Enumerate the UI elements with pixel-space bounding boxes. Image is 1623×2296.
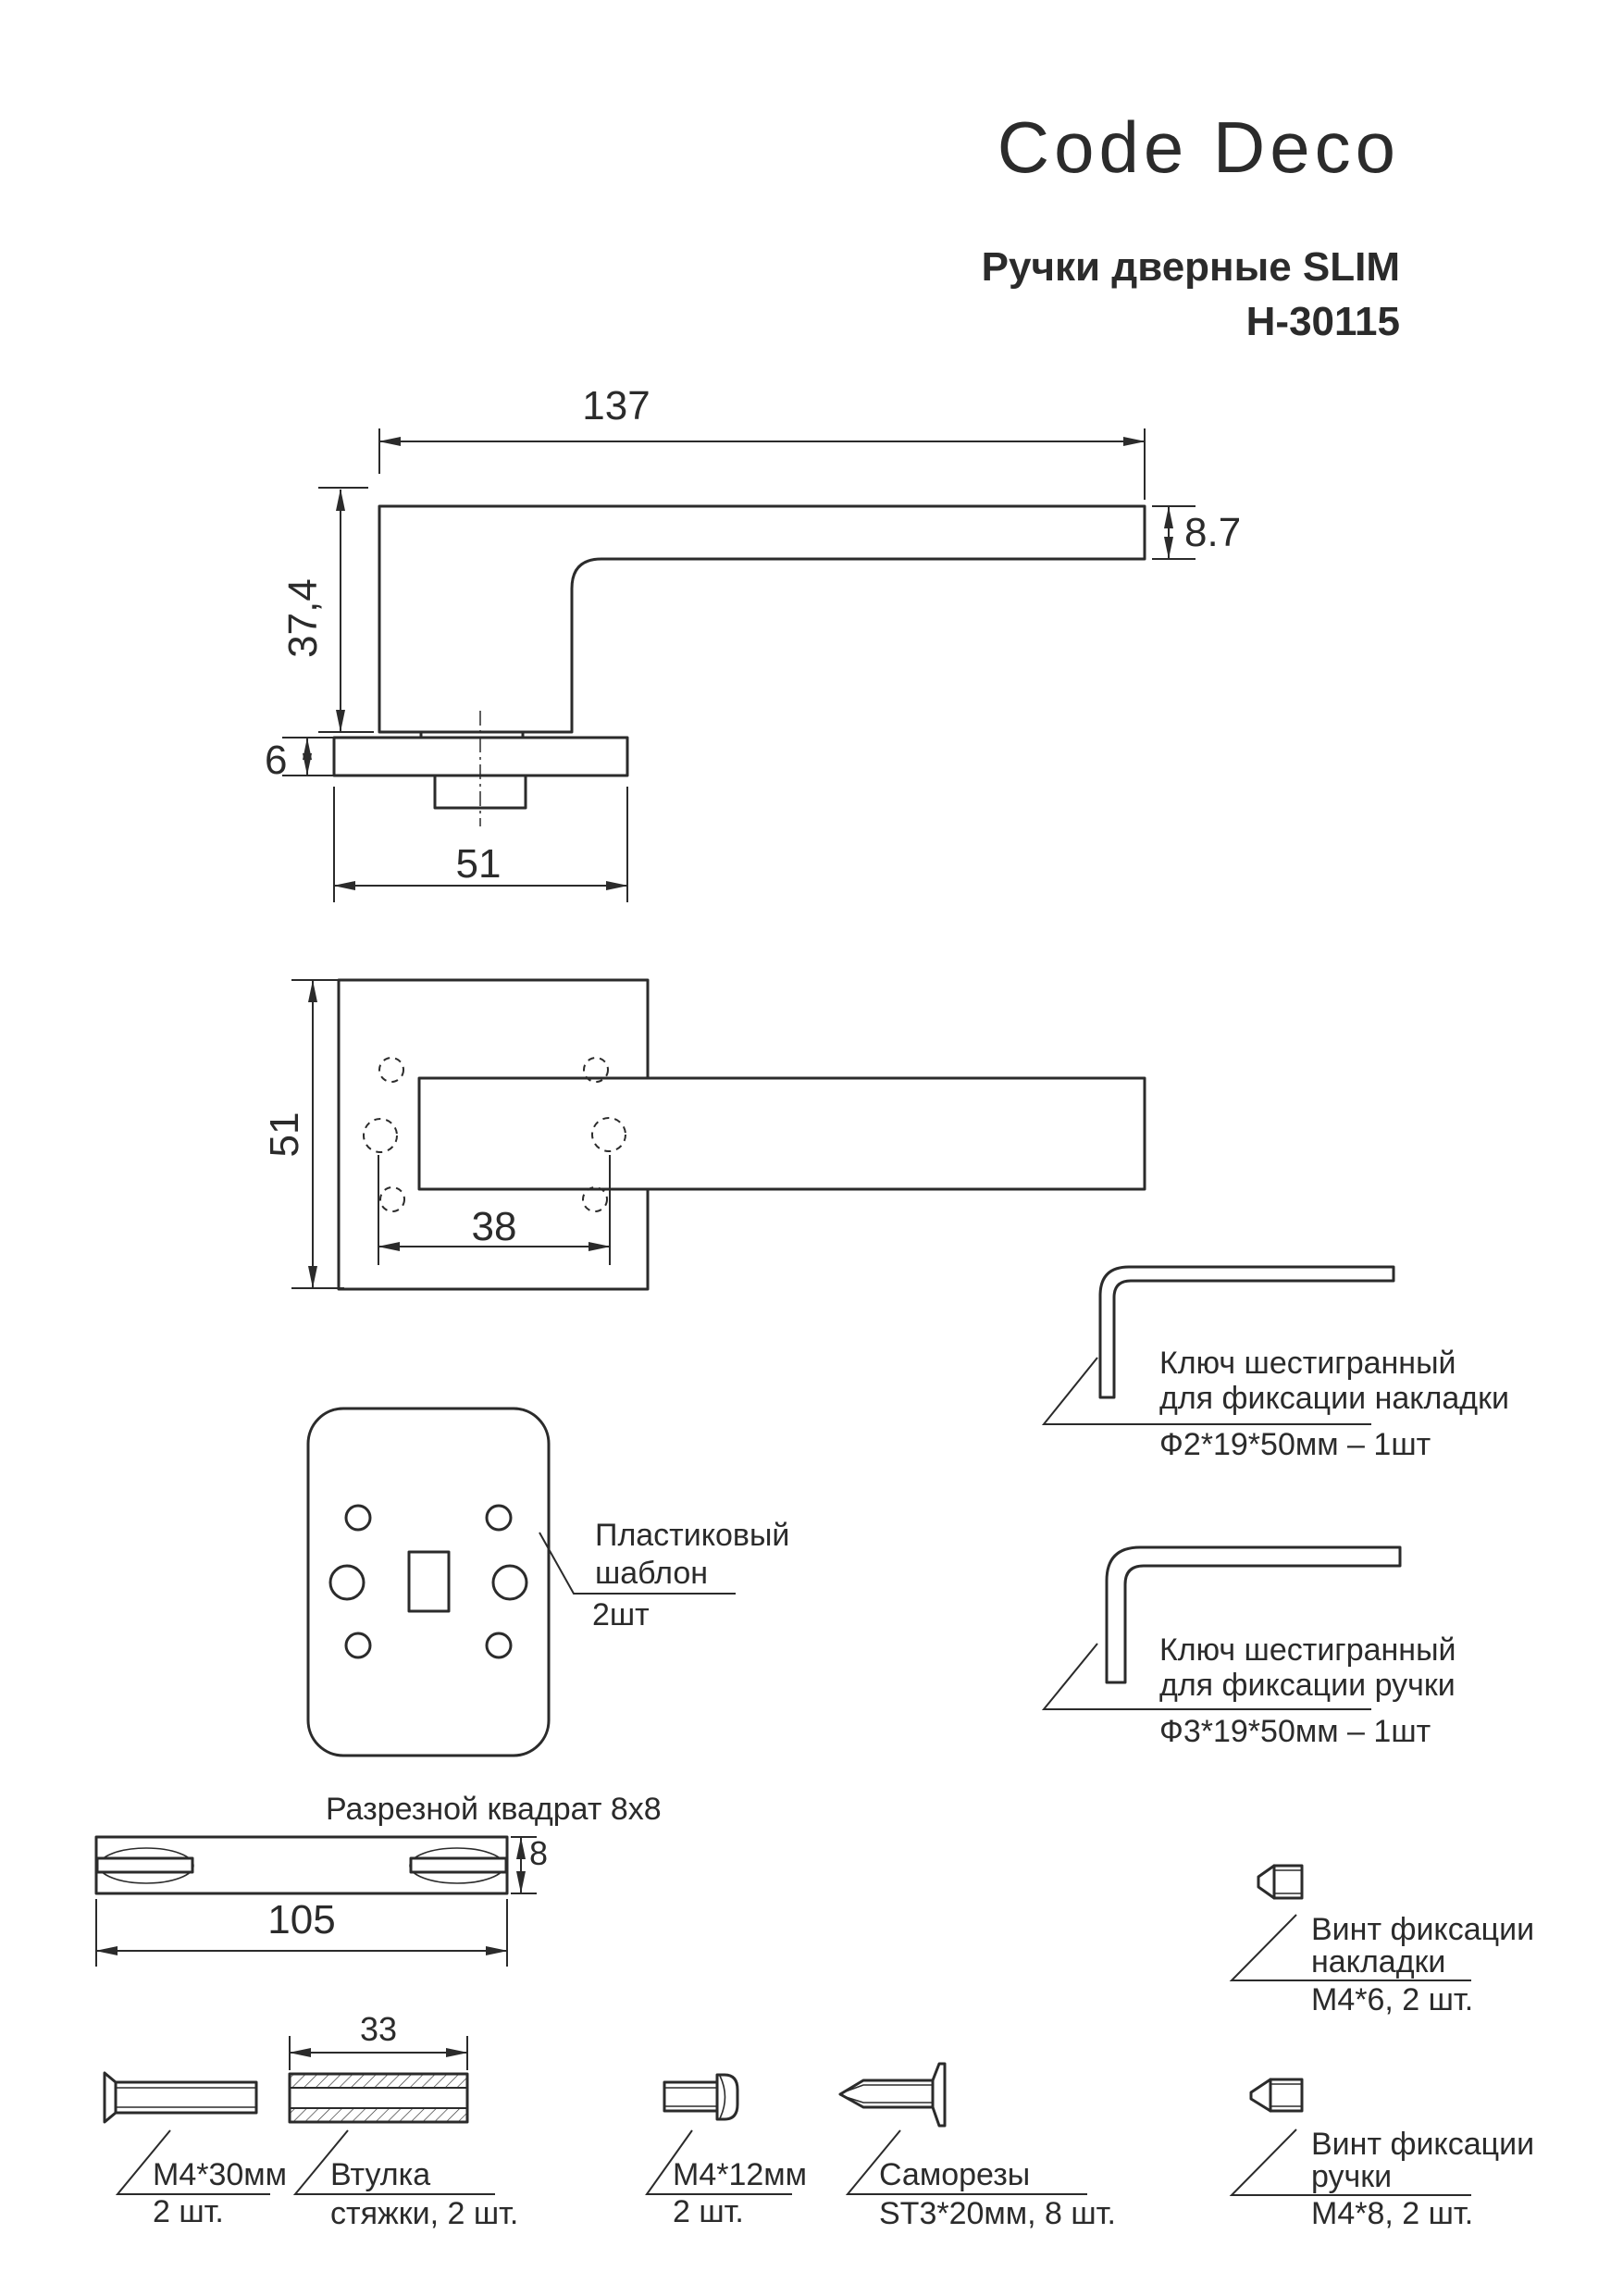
template-outline — [308, 1409, 549, 1756]
screw-m4-30-threads — [116, 2088, 256, 2107]
dim-text-105: 105 — [267, 1897, 336, 1942]
dim-text-38: 38 — [471, 1204, 517, 1249]
dim-length-137 — [379, 383, 1145, 500]
hole-bottom-right — [583, 1187, 607, 1211]
dim-text-137: 137 — [582, 383, 650, 428]
fastener-bushing — [290, 2010, 518, 2231]
dim-bushing-length-33 — [290, 2010, 467, 2070]
fastener-screw-m4-12 — [647, 2075, 807, 2229]
screw-m4-12-head-curve — [720, 2076, 725, 2118]
set-screw-handle-label-line2: ручки — [1311, 2159, 1393, 2194]
hex-key-cap — [1044, 1267, 1509, 1462]
hex-key-handle — [1044, 1547, 1456, 1749]
dim-text-33: 33 — [359, 2010, 398, 2048]
handle-side-outline — [379, 506, 1145, 732]
set-screw-handle-spec: М4*8, 2 шт. — [1311, 2196, 1474, 2231]
set-screw-cap-label-line2: накладки — [1311, 1944, 1446, 1980]
screw-m4-12-qty: 2 шт. — [673, 2194, 744, 2229]
dim-text-51-side: 51 — [455, 841, 502, 887]
product-title-line2: Н-30115 — [1245, 299, 1400, 344]
spindle-slot-left — [97, 1858, 192, 1872]
hole-top-left — [379, 1058, 403, 1082]
screw-m4-12-label: М4*12мм — [673, 2157, 808, 2192]
bushing-wall-bottom — [290, 2108, 467, 2122]
template-square-hole — [409, 1552, 449, 1611]
self-tapping-label: Саморезы — [879, 2157, 1031, 2192]
hole-bottom-left — [380, 1187, 404, 1211]
brand-logo: Code Deco — [997, 106, 1400, 188]
set-screw-handle-label-line1: Винт фиксации — [1311, 2127, 1535, 2162]
fastener-screw-m4-30 — [105, 2073, 287, 2229]
fastener-self-tapping — [840, 2064, 1116, 2231]
hole-mid-left — [364, 1119, 397, 1152]
set-screw-cap-chamfers — [1274, 1870, 1302, 1893]
fastener-set-screw-cap — [1232, 1866, 1534, 2017]
screw-m4-12-threads — [664, 2088, 717, 2106]
hex-key-cap-spec: Ф2*19*50мм – 1шт — [1159, 1427, 1431, 1462]
extension-lines — [318, 488, 374, 732]
template-qty: 2шт — [592, 1597, 650, 1632]
plastic-template — [308, 1409, 789, 1756]
screw-m4-30-shaft — [116, 2082, 256, 2113]
lever-plan — [419, 1078, 1145, 1189]
product-title-line1: Ручки дверные SLIM — [981, 244, 1400, 290]
hex-key-handle-label-line2: для фиксации ручки — [1159, 1668, 1456, 1703]
hex-key-handle-label-line1: Ключ шестигранный — [1159, 1632, 1456, 1668]
self-tapping-threads — [843, 2085, 933, 2103]
extension-lines — [379, 428, 1145, 500]
spindle-title: Разрезной квадрат 8х8 — [326, 1792, 662, 1827]
set-screw-cap-label-line1: Винт фиксации — [1311, 1912, 1535, 1947]
template-hole-bottom-left — [346, 1633, 370, 1657]
screw-m4-30-label: М4*30мм — [153, 2157, 288, 2192]
dim-text-6: 6 — [265, 738, 288, 783]
fastener-set-screw-handle — [1232, 2079, 1534, 2231]
set-screw-handle-chamfers — [1270, 2084, 1302, 2106]
hex-key-cap-label-line2: для фиксации накладки — [1159, 1381, 1509, 1416]
template-label-line2: шаблон — [595, 1556, 709, 1591]
spindle-bar — [96, 1792, 662, 1967]
bushing-wall-top — [290, 2074, 467, 2088]
screw-m4-30-head — [105, 2073, 116, 2122]
bushing-label-line2: стяжки, 2 шт. — [330, 2196, 519, 2231]
hex-key-cap-label-line1: Ключ шестигранный — [1159, 1346, 1456, 1381]
dim-spindle-height-8 — [511, 1834, 548, 1893]
dim-text-51-plan: 51 — [262, 1111, 307, 1158]
set-screw-handle-tip — [1251, 2079, 1270, 2111]
dim-rosette-size-51 — [262, 980, 344, 1288]
dim-spindle-length-105 — [96, 1897, 507, 1967]
template-hole-top-right — [487, 1506, 511, 1530]
dim-lever-thickness-87 — [1152, 506, 1241, 559]
dim-text-374: 37,4 — [280, 578, 326, 658]
screw-m4-30-qty: 2 шт. — [153, 2194, 224, 2229]
dim-neck-height-374 — [280, 488, 374, 732]
template-label-line1: Пластиковый — [595, 1518, 790, 1553]
hex-key-handle-spec: Ф3*19*50мм – 1шт — [1159, 1714, 1431, 1749]
template-hole-mid-left — [330, 1566, 364, 1599]
set-screw-cap-tip — [1258, 1866, 1274, 1898]
template-hole-top-left — [346, 1506, 370, 1530]
plan-view — [262, 980, 1145, 1289]
self-tapping-spec: ST3*20мм, 8 шт. — [879, 2196, 1116, 2231]
dim-rosette-thickness-6 — [265, 738, 333, 783]
screw-m4-12-head — [717, 2075, 737, 2119]
self-tapping-head — [933, 2064, 945, 2126]
template-hole-mid-right — [493, 1566, 527, 1599]
side-view — [265, 383, 1241, 902]
spindle-slot-right — [411, 1858, 506, 1872]
template-hole-bottom-right — [487, 1633, 511, 1657]
header — [982, 106, 1400, 344]
dim-text-8: 8 — [529, 1834, 549, 1872]
bushing-label-line1: Втулка — [330, 2157, 431, 2192]
set-screw-cap-spec: М4*6, 2 шт. — [1311, 1982, 1474, 2017]
dim-text-87: 8.7 — [1184, 510, 1242, 555]
